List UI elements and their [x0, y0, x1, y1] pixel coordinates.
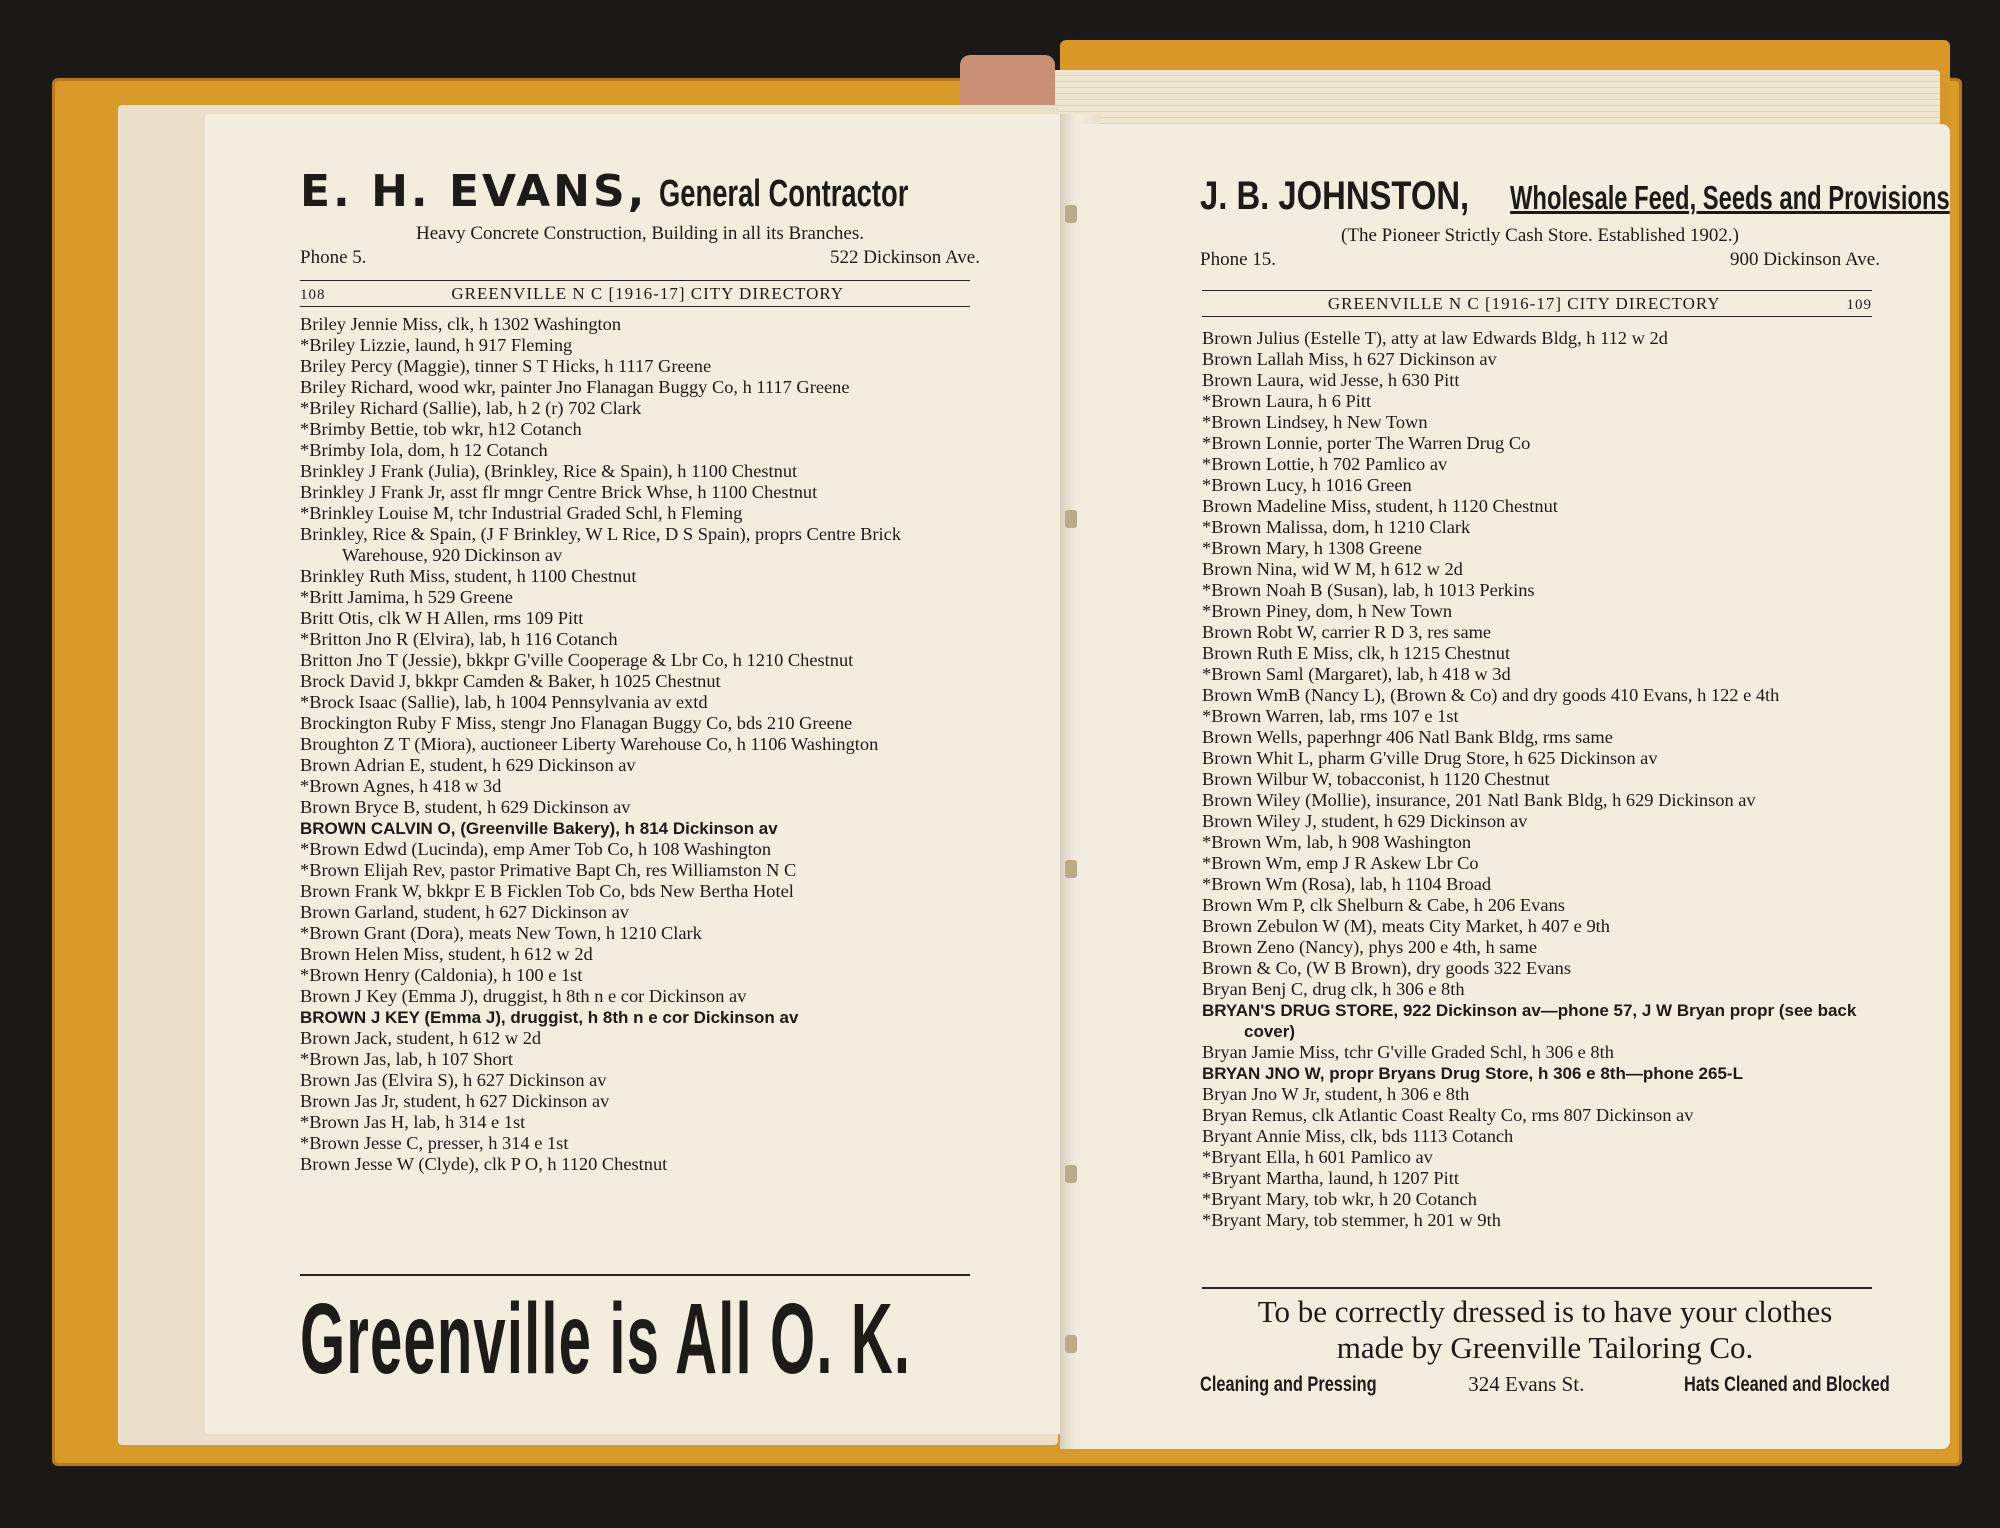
ad-address: 900 Dickinson Ave.: [1729, 249, 1880, 270]
directory-entry: *Brown Warren, lab, rms 107 e 1st: [1202, 706, 1459, 726]
directory-entry: *Brown Wm, emp J R Askew Lbr Co: [1202, 853, 1479, 873]
binding-stitch: [1065, 510, 1077, 528]
footer-address: 324 Evans St.: [1468, 1372, 1585, 1396]
directory-entry: *Brimby Bettie, tob wkr, h12 Cotanch: [300, 419, 582, 439]
directory-entry: BROWN CALVIN O, (Greenville Bakery), h 814 Dickinson av: [300, 819, 778, 838]
directory-entry: Bryan Remus, clk Atlantic Coast Realty Co, rms 807 Dickinson av: [1202, 1105, 1694, 1125]
directory-entry: Brown Robt W, carrier R D 3, res same: [1202, 622, 1492, 642]
directory-entry: Brown Garland, student, h 627 Dickinson av: [300, 902, 629, 922]
right-page: [1080, 124, 1950, 1449]
directory-entry: *Brown Elijah Rev, pastor Primative Bapt Ch, res Williamston N C: [300, 860, 797, 880]
ad-phone: Phone 15.: [1200, 249, 1276, 270]
left-page: [205, 114, 1075, 1434]
binding-stitch: [1065, 1165, 1077, 1183]
ad-name: J. B. JOHNSTON,: [1200, 174, 1470, 218]
running-head: [1202, 290, 1872, 317]
directory-entry: Brinkley J Frank (Julia), (Brinkley, Rice & Spain), h 1100 Chestnut: [300, 461, 798, 481]
directory-entry: *Brown Lottie, h 702 Pamlico av: [1202, 454, 1448, 474]
directory-entry: *Bryant Mary, tob wkr, h 20 Cotanch: [1202, 1189, 1477, 1209]
binding-stitch: [1065, 205, 1077, 223]
directory-entry: Briley Percy (Maggie), tinner S T Hicks, h 1117 Greene: [300, 356, 712, 376]
directory-entry: Brown Wiley (Mollie), insurance, 201 Natl Bank Bldg, h 629 Dickinson av: [1202, 790, 1756, 810]
running-head: [300, 280, 970, 307]
directory-entry: *Brinkley Louise M, tchr Industrial Graded Schl, h Fleming: [300, 503, 743, 523]
directory-entry: Bryan Jamie Miss, tchr G'ville Graded Schl, h 306 e 8th: [1202, 1042, 1614, 1062]
directory-entry: *Brown Noah B (Susan), lab, h 1013 Perkins: [1202, 580, 1535, 600]
directory-entry: Brown Julius (Estelle T), atty at law Edwards Bldg, h 112 w 2d: [1202, 328, 1668, 348]
directory-entry: *Brown Wm (Rosa), lab, h 1104 Broad: [1202, 874, 1492, 894]
directory-entry: *Briley Richard (Sallie), lab, h 2 (r) 702 Clark: [300, 398, 642, 418]
ad-subtitle: Heavy Concrete Construction, Building in all its Branches.: [415, 223, 864, 244]
binding-stitch: [1065, 860, 1077, 878]
footer-line-1: To be correctly dressed is to have your clothes: [1257, 1294, 1833, 1329]
directory-entry: Brown & Co, (W B Brown), dry goods 322 Evans: [1202, 958, 1571, 978]
ad-address: 522 Dickinson Ave.: [829, 247, 980, 268]
directory-entry: Brown Zebulon W (M), meats City Market, h 407 e 9th: [1202, 916, 1610, 936]
directory-entry: Brock David J, bkkpr Camden & Baker, h 1025 Chestnut: [300, 671, 721, 691]
directory-entry: BRYAN'S DRUG STORE, 922 Dickinson av—phone 57, J W Bryan propr (see back cover): [1202, 1001, 1857, 1041]
directory-entry: Brown Madeline Miss, student, h 1120 Chestnut: [1202, 496, 1558, 516]
footer-left-text: Cleaning and Pressing: [1200, 1373, 1377, 1396]
directory-entry: Brown Wiley J, student, h 629 Dickinson av: [1202, 811, 1528, 831]
directory-entries: [300, 314, 980, 1175]
directory-entry: Brown Jack, student, h 612 w 2d: [300, 1028, 542, 1048]
directory-entry: Brown Wells, paperhngr 406 Natl Bank Bldg, rms same: [1202, 727, 1613, 747]
directory-entries: [1202, 328, 1882, 1231]
directory-entry: Brown Wm P, clk Shelburn & Cabe, h 206 Evans: [1202, 895, 1565, 915]
directory-entry: *Brown Jas H, lab, h 314 e 1st: [300, 1112, 526, 1132]
directory-entry: *Brown Jas, lab, h 107 Short: [300, 1049, 514, 1069]
page-number: 108: [300, 287, 326, 303]
directory-entry: Brinkley, Rice & Spain, (J F Brinkley, W L Rice, D S Spain), proprs Centre Brick Warehouse, 920 Dickinson av: [300, 524, 902, 565]
directory-entry: *Brown Grant (Dora), meats New Town, h 1210 Clark: [300, 923, 702, 943]
directory-entry: Brown Jas Jr, student, h 627 Dickinson av: [300, 1091, 610, 1111]
directory-entry: BROWN J KEY (Emma J), druggist, h 8th n e cor Dickinson av: [300, 1008, 799, 1027]
directory-entry: Briley Richard, wood wkr, painter Jno Flanagan Buggy Co, h 1117 Greene: [300, 377, 850, 397]
directory-entry: Brinkley Ruth Miss, student, h 1100 Chestnut: [300, 566, 637, 586]
directory-entry: *Brown Wm, lab, h 908 Washington: [1202, 832, 1472, 852]
directory-entry: Broughton Z T (Miora), auctioneer Liberty Warehouse Co, h 1106 Washington: [300, 734, 879, 754]
directory-entry: *Brown Lonnie, porter The Warren Drug Co: [1202, 433, 1531, 453]
directory-entry: Briley Jennie Miss, clk, h 1302 Washington: [300, 314, 622, 334]
evans-advertisement: [300, 166, 980, 269]
johnston-advertisement: [1200, 174, 1950, 271]
footer-right-text: Hats Cleaned and Blocked: [1684, 1373, 1890, 1396]
ad-subtitle: (The Pioneer Strictly Cash Store. Established 1902.): [1341, 225, 1739, 246]
tailoring-advertisement: [1200, 1294, 1890, 1397]
directory-entry: *Bryant Mary, tob stemmer, h 201 w 9th: [1202, 1210, 1501, 1230]
directory-entry: Brown Wilbur W, tobacconist, h 1120 Chestnut: [1202, 769, 1550, 789]
directory-entry: Brockington Ruby F Miss, stengr Jno Flanagan Buggy Co, bds 210 Greene: [300, 713, 853, 733]
directory-entry: *Brown Lucy, h 1016 Green: [1202, 475, 1412, 495]
directory-entry: *Brown Saml (Margaret), lab, h 418 w 3d: [1202, 664, 1511, 684]
directory-entry: *Brimby Iola, dom, h 12 Cotanch: [300, 440, 548, 460]
directory-entry: *Briley Lizzie, laund, h 917 Fleming: [300, 335, 573, 355]
directory-entry: *Bryant Ella, h 601 Pamlico av: [1202, 1147, 1433, 1167]
running-title: GREENVILLE N C [1916-17] CITY DIRECTORY: [451, 284, 845, 303]
directory-entry: *Britt Jamima, h 529 Greene: [300, 587, 513, 607]
divider: [300, 1274, 970, 1276]
directory-entry: Brown Nina, wid W M, h 612 w 2d: [1202, 559, 1463, 579]
directory-entry: *Brown Lindsey, h New Town: [1202, 412, 1428, 432]
directory-entry: BRYAN JNO W, propr Bryans Drug Store, h 306 e 8th—phone 265-L: [1202, 1064, 1743, 1083]
ad-name: E. H. EVANS,: [300, 166, 648, 217]
footer-slogan: Greenville is All O. K.: [300, 1283, 912, 1395]
directory-entry: *Brown Agnes, h 418 w 3d: [300, 776, 502, 796]
directory-entry: Brown Zeno (Nancy), phys 200 e 4th, h same: [1202, 937, 1538, 957]
directory-entry: Brown Laura, wid Jesse, h 630 Pitt: [1202, 370, 1460, 390]
running-title: GREENVILLE N C [1916-17] CITY DIRECTORY: [1327, 294, 1721, 313]
directory-entry: Brown Ruth E Miss, clk, h 1215 Chestnut: [1202, 643, 1511, 663]
ad-tagline: Wholesale Feed, Seeds and Provisions: [1510, 179, 1950, 216]
directory-entry: *Brown Edwd (Lucinda), emp Amer Tob Co, h 108 Washington: [300, 839, 772, 859]
directory-entry: Brown Frank W, bkkpr E B Ficklen Tob Co, bds New Bertha Hotel: [300, 881, 794, 901]
directory-entry: *Brown Henry (Caldonia), h 100 e 1st: [300, 965, 583, 985]
ad-phone: Phone 5.: [300, 247, 367, 268]
directory-entry: *Brown Jesse C, presser, h 314 e 1st: [300, 1133, 569, 1153]
directory-entry: Brown Whit L, pharm G'ville Drug Store, h 625 Dickinson av: [1202, 748, 1658, 768]
divider: [1202, 1287, 1872, 1289]
directory-entry: *Brock Isaac (Sallie), lab, h 1004 Pennsylvania av extd: [300, 692, 708, 712]
directory-entry: Brown Bryce B, student, h 629 Dickinson av: [300, 797, 631, 817]
directory-entry: Brown Lallah Miss, h 627 Dickinson av: [1202, 349, 1497, 369]
directory-entry: Brown J Key (Emma J), druggist, h 8th n e cor Dickinson av: [300, 986, 747, 1006]
directory-entry: Brown Jas (Elvira S), h 627 Dickinson av: [300, 1070, 607, 1090]
ad-tagline: General Contractor: [659, 173, 909, 215]
directory-entry: Brown WmB (Nancy L), (Brown & Co) and dry goods 410 Evans, h 122 e 4th: [1202, 685, 1780, 705]
directory-entry: Bryan Jno W Jr, student, h 306 e 8th: [1202, 1084, 1470, 1104]
directory-entry: *Brown Malissa, dom, h 1210 Clark: [1202, 517, 1471, 537]
directory-entry: Brown Jesse W (Clyde), clk P O, h 1120 Chestnut: [300, 1154, 668, 1174]
directory-entry: Brown Adrian E, student, h 629 Dickinson av: [300, 755, 636, 775]
binding-stitch: [1065, 1335, 1077, 1353]
directory-entry: Bryant Annie Miss, clk, bds 1113 Cotanch: [1202, 1126, 1514, 1146]
directory-entry: Brinkley J Frank Jr, asst flr mngr Centre Brick Whse, h 1100 Chestnut: [300, 482, 818, 502]
page-number: 109: [1846, 297, 1872, 313]
directory-entry: *Brown Mary, h 1308 Greene: [1202, 538, 1422, 558]
directory-entry: *Bryant Martha, laund, h 1207 Pitt: [1202, 1168, 1459, 1188]
directory-entry: Britton Jno T (Jessie), bkkpr G'ville Cooperage & Lbr Co, h 1210 Chestnut: [300, 650, 854, 670]
directory-entry: *Britton Jno R (Elvira), lab, h 116 Cotanch: [300, 629, 618, 649]
page-edges: [1040, 70, 1940, 130]
directory-entry: *Brown Piney, dom, h New Town: [1202, 601, 1453, 621]
directory-entry: Bryan Benj C, drug clk, h 306 e 8th: [1202, 979, 1465, 999]
footer-line-2: made by Greenville Tailoring Co.: [1336, 1330, 1754, 1365]
directory-entry: Britt Otis, clk W H Allen, rms 109 Pitt: [300, 608, 584, 628]
directory-entry: Brown Helen Miss, student, h 612 w 2d: [300, 944, 593, 964]
directory-entry: *Brown Laura, h 6 Pitt: [1202, 391, 1372, 411]
